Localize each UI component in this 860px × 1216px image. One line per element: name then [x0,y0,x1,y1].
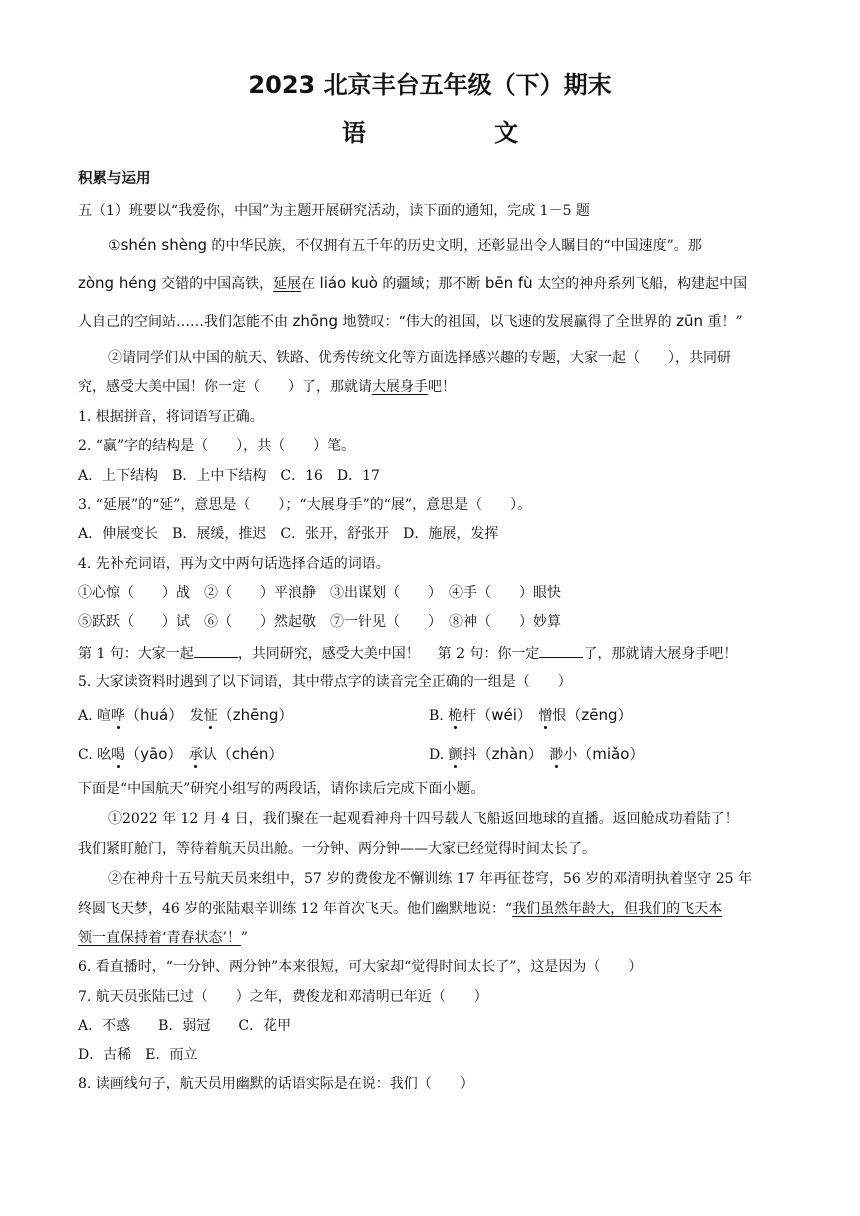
option-text: 抖 [462,747,477,763]
question-4-row: ⑤跃跃（ ）试 ⑥（ ）然起敬 ⑦一针见（ ） ⑧神（ ）妙算 [78,614,561,630]
sentence-text: ，共同研究，感受大美中国！ [237,646,420,662]
sentence-text: 第 1 句：大家一起 [78,646,194,662]
option-text: 恨 [552,708,567,724]
question-2-options: A．上下结构 B．上中下结构 C．16 D．17 [78,468,380,484]
pinyin: zūn [676,312,703,330]
pinyin: shén shèng [120,236,207,254]
circled-number: ① [108,238,121,254]
notice-line [108,236,702,255]
notice-line: ②请同学们从中国的航天、铁路、优秀传统文化等方面选择感兴趣的专题，大家一起（ ），共同研 [108,350,731,366]
pinyin: （zhēng） [217,706,294,724]
option-d [429,745,644,764]
sentence-text: 第 2 句：你一定 [437,646,540,662]
pinyin: （huá） [125,706,176,724]
underlined-sentence: 领一直保持着‘青春状态’！ [78,930,241,946]
dotted-char: 憎 [538,708,553,724]
notice-text: 地赞叹：“伟大的祖国，以飞速的发展赢得了全世界的 [338,314,677,330]
answer-blank[interactable] [539,643,583,658]
option-text: B. [429,708,449,724]
dotted-char: 怔 [203,708,218,724]
notice-line [78,312,743,331]
option-text: 认 [202,747,217,763]
notice-line [78,274,747,293]
option-text: 小 [563,747,578,763]
pinyin: （zēng） [566,706,633,724]
answer-blank[interactable] [194,643,238,658]
notice-line [78,378,456,396]
notice-text: 人自己的空间站……我们怎能不由 [78,314,293,330]
passage-line [78,929,248,947]
notice-text: 的疆域；那不断 [377,276,485,292]
option-b [429,706,633,725]
question-2: 2. “赢”字的结构是（ ），共（ ）笔。 [78,438,356,454]
question-6: 6. 看直播时，“一分钟、两分钟”本来很短，可大家却“觉得时间太长了”，这是因为（ ） [78,959,643,975]
passage-line: ①2022 年 12 月 4 日，我们聚在一起观看神舟十四号载人飞船返回地球的直播。返回舱成功着陆了！ [108,811,739,827]
option-text: A. 喧 [78,708,112,724]
notice-text: 的中华民族，不仅拥有五千年的历史文明，还彰显出令人瞩目的“中国速度”。那 [206,238,702,254]
underlined-sentence: 我们虽然年龄大，但我们的飞天本 [512,901,723,917]
passage-text: ” [240,930,249,946]
option-text: D. [429,747,449,763]
notice-text: 太空的神舟系列飞船，构建起中国 [532,276,748,292]
pinyin: （yāo） [125,745,175,763]
pinyin: bēn fù [484,274,533,292]
pinyin: liáo kuò [319,274,378,292]
question-3-options: A．伸展变长 B．展缓，推迟 C．张开，舒张开 D．施展，发挥 [78,526,499,542]
option-c [78,745,283,764]
question-1: 1. 根据拼音，将词语写正确。 [78,409,264,425]
option-a [78,706,293,725]
pinyin: （wéi） [476,706,525,724]
underlined-word: 大展身手 [372,379,428,395]
passage-line: ②在神舟十五号航天员来组中，57 岁的费俊龙不懈训练 17 年再征苍穹，56 岁的邓清明执着坚守 25 年 [108,871,752,887]
option-text: 杆 [462,708,477,724]
dotted-char: 颤 [448,747,463,763]
question-4-row: ①心惊（ ）战 ②（ ）平浪静 ③出谋划（ ） ④手（ ）眼快 [78,585,561,601]
dotted-char: 桅 [448,708,463,724]
question-7: 7. 航天员张陆已过（ ）之年，费俊龙和邓清明已年近（ ） [78,989,488,1005]
pinyin: zòng héng [78,274,157,292]
pinyin: zhōng [292,312,339,330]
option-text [175,747,189,763]
option-text [535,747,549,763]
notice-text: 究，感受大美中国！你一定（ ）了，那就请 [78,379,372,395]
question-4-sentences [78,643,737,663]
option-text: C. 吆 [78,747,112,763]
exam-title: 2023 北京丰台五年级（下）期末 [248,71,612,99]
underlined-word: 延展 [273,276,302,292]
pinyin: （miǎo） [577,745,645,763]
notice-text: 重！” [703,314,743,330]
dotted-char: 喝 [111,747,126,763]
pinyin: （zhàn） [476,745,536,763]
question-4: 4. 先补充词语，再为文中两句话选择合适的词语。 [78,556,390,572]
dotted-char: 渺 [549,747,564,763]
question-5: 5. 大家读资料时遇到了以下词语，其中带点字的读音完全正确的一组是（ ） [78,674,572,690]
passage-text: 终圆飞天梦，46 岁的张陆艰辛训练 12 年首次飞天。他们幽默地说：“ [78,901,513,917]
option-text [524,708,538,724]
option-text: 发 [175,708,204,724]
dotted-char: 承 [188,747,203,763]
notice-text: 交错的中国高铁， [156,276,274,292]
passage-line [78,900,722,918]
question-8: 8. 读画线句子，航天员用幽默的话语实际是在说：我们（ ） [78,1076,474,1092]
question-intro: 五（1）班要以“我爱你，中国”为主题开展研究活动，读下面的通知，完成 1－5 题 [78,203,590,219]
notice-text: 在 [301,276,320,292]
section-heading: 积累与运用 [78,171,151,187]
subject-title: 语 文 [341,119,579,147]
passage-line: 我们紧盯舱门，等待着航天员出舱。一分钟、两分钟——大家已经觉得时间太长了。 [78,841,596,857]
dotted-char: 哗 [111,708,126,724]
passage-intro: 下面是“中国航天”研究小组写的两段话，请你读后完成下面小题。 [78,781,485,797]
question-7-options: A．不惑 B．弱冠 C．花甲 [78,1018,292,1034]
question-3: 3. “延展”的“延”，意思是（ ）；“大展身手”的“展”，意思是（ ）。 [78,497,532,513]
notice-text: 吧！ [428,379,456,395]
sentence-text: 了，那就请大展身手吧！ [583,646,738,662]
pinyin: （chén） [216,745,284,763]
question-7-options: D．古稀 E．而立 [78,1047,198,1063]
